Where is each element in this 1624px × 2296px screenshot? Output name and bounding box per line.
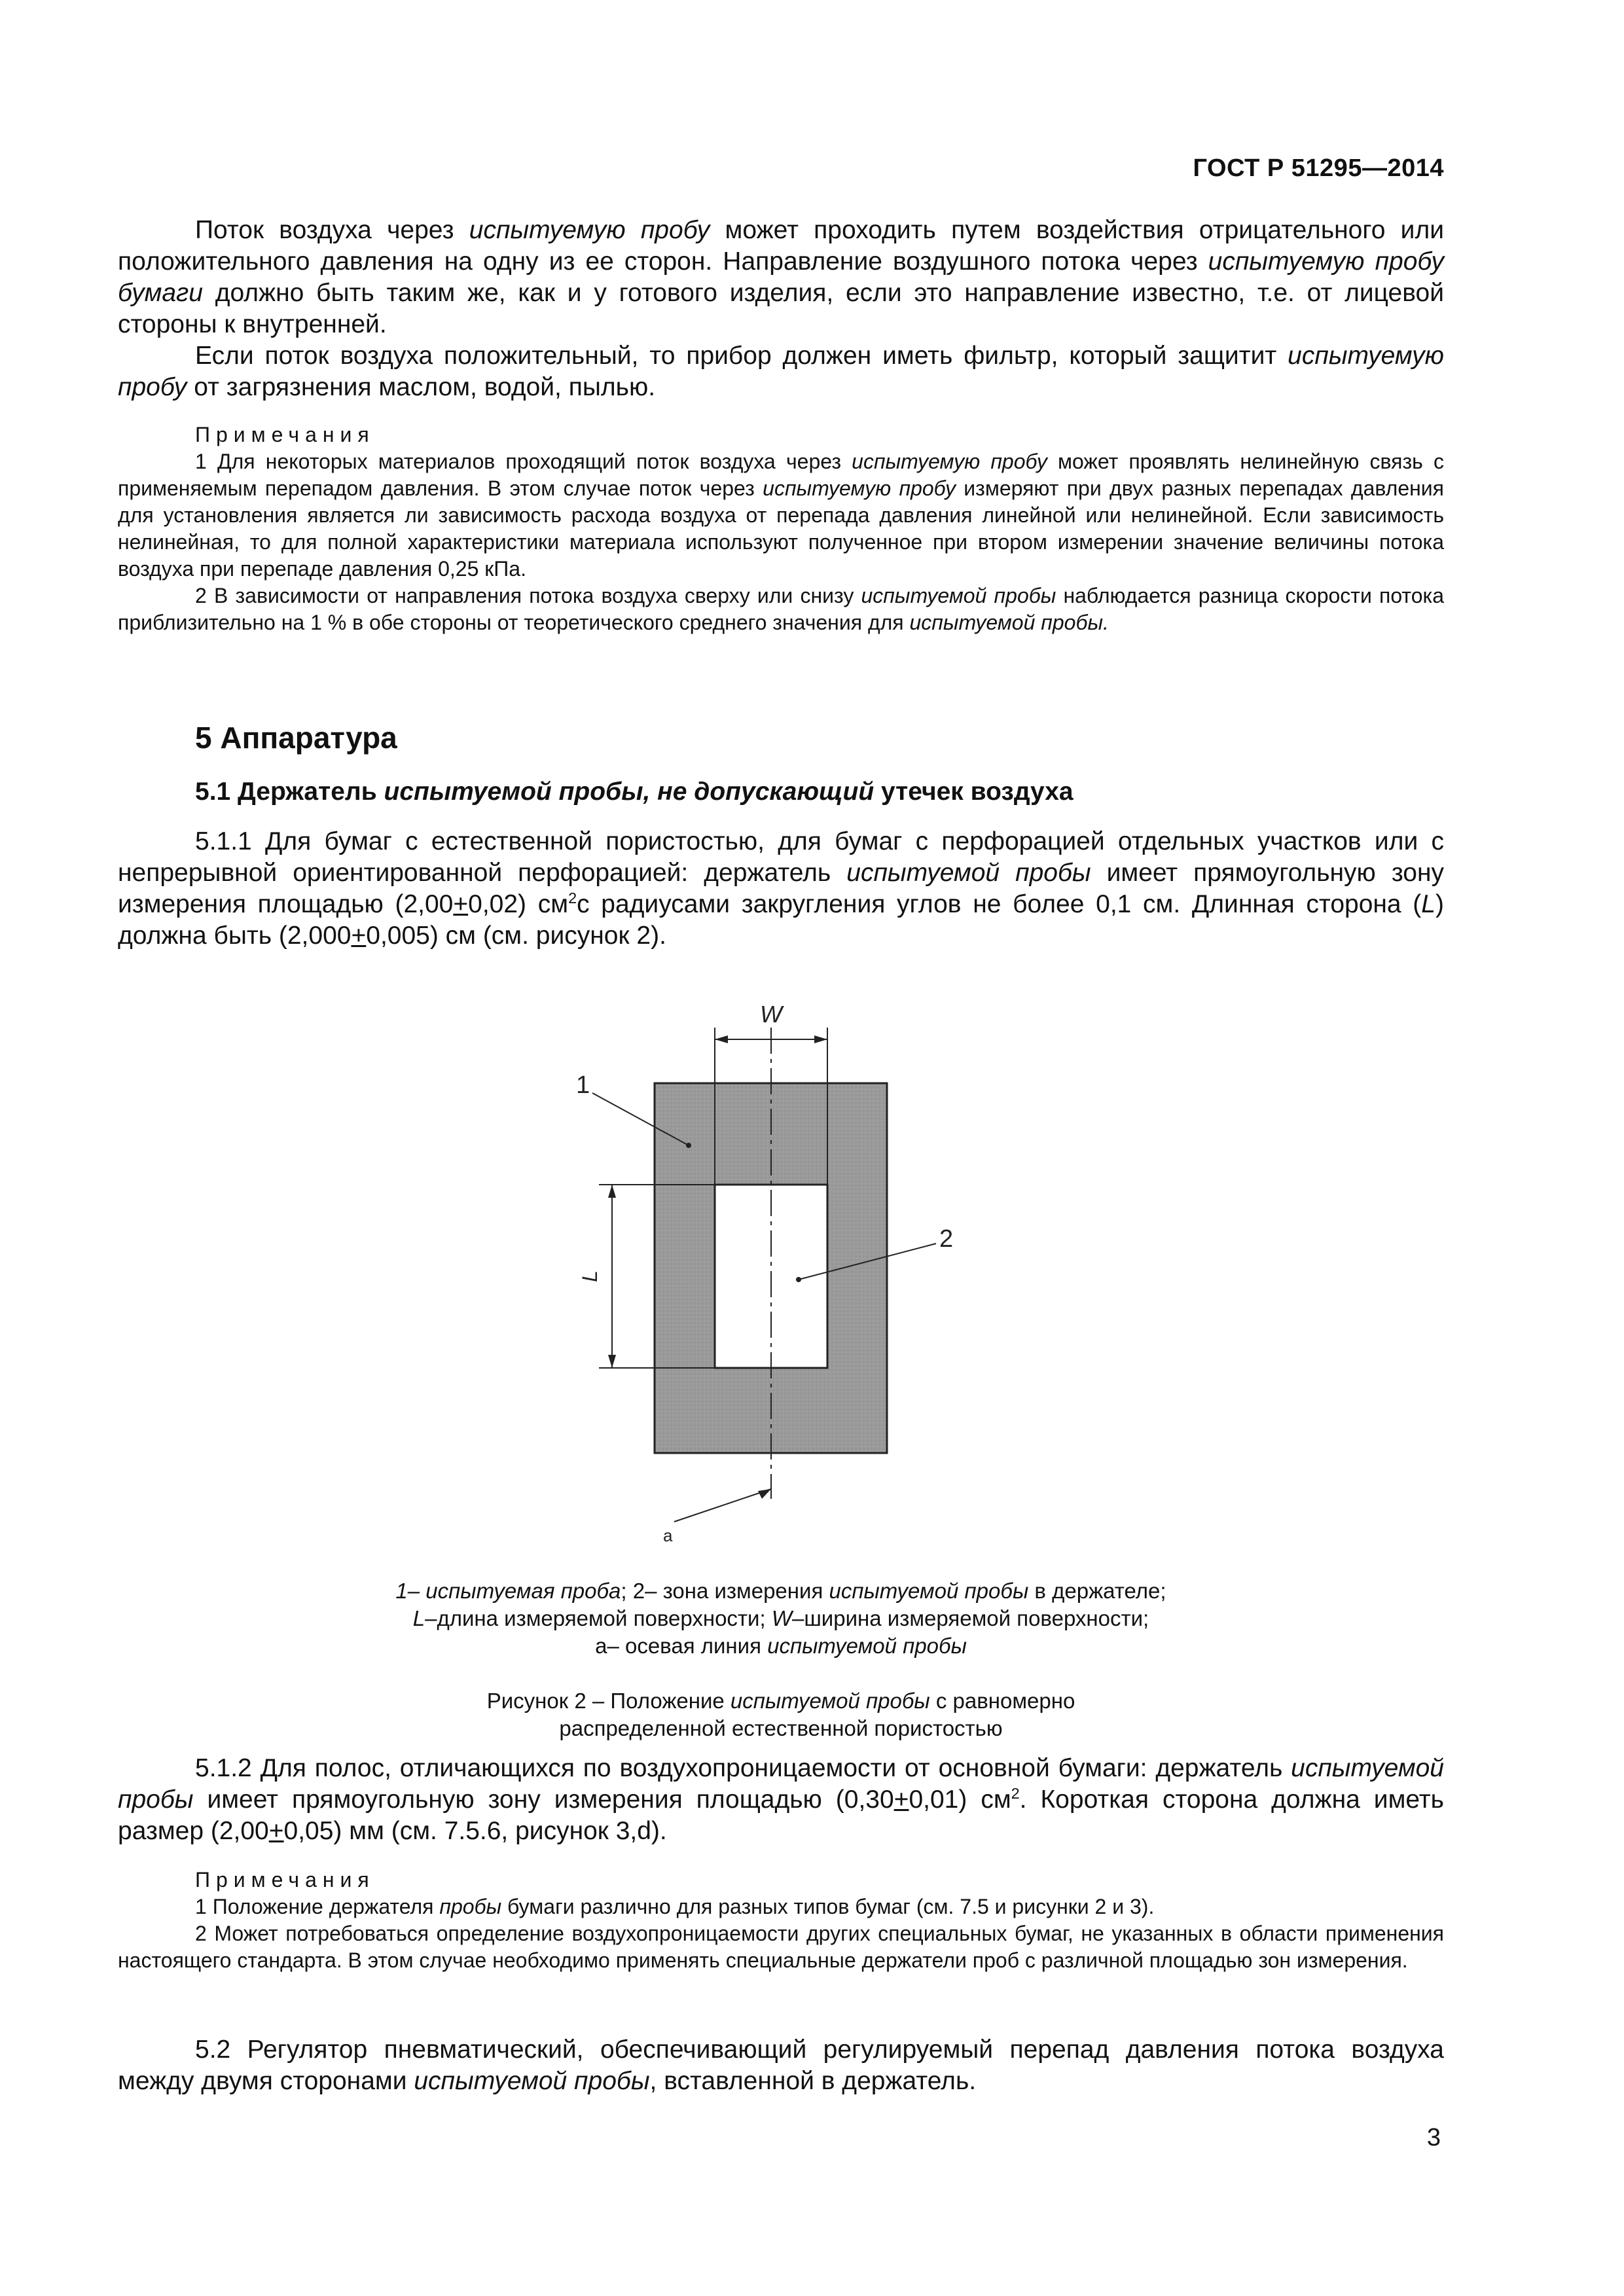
page-number: 3 [1426, 2124, 1441, 2151]
note2-2: 2 Может потребоваться определение воздухопроницаемости других специальных бумаг, не указанных в области применения настоящего стандарта. В этом случае необходимо применять специальные держатели проб с различной площадью зон измерения. [118, 1922, 1444, 1972]
legend-line-1: 1– испытуемая проба; 2– зона измерения испытуемой пробы в держателе; [395, 1579, 1166, 1603]
paragraph-5-1-2: 5.1.2 Для полос, отличающихся по воздухопроницаемости от основной бумаги: держатель испытуемой пробы имеет прямоугольную зону измерения площадью (0,30+0,01) $см^2$. Короткая сторона должна иметь размер (2,00+0,05) мм (см. 7.5.6, рисунок 3,d). [118, 1754, 1444, 1845]
document-code: ГОСТ Р 51295—2014 [1193, 154, 1444, 182]
subsection-title: 5.1 Держатель испытуемой пробы, не допускающий утечек воздуха [195, 778, 1074, 806]
paragraph-5-1-1: 5.1.1 Для бумаг с естественной пористостью, для бумаг с перфорацией отдельных участков или с непрерывной ориентированной перфорацией: держатель испытуемой пробы имеет прямоугольную зону измерения площадью (2,00+0,02) $см^2с$ радиусами закругления углов не более 0,1 см. Длинная сторона (L) должна быть (2,000+0,005) см (см. рисунок 2). [118, 827, 1444, 950]
figure-caption [118, 1687, 1444, 1742]
subsection-5-1 [118, 778, 1444, 806]
figure-legend [118, 1577, 1444, 1660]
label-w: W [760, 1001, 782, 1028]
paragraph-5-2: 5.2 Регулятор пневматический, обеспечивающий регулируемый перепад давления потока воздуха между двумя сторонами испытуемой пробы, вставленной в держатель. [118, 2036, 1444, 2095]
figure-2-diagram [537, 988, 1008, 1577]
intro-block [118, 215, 1444, 403]
paragraph-5-2-block [118, 2034, 1444, 2097]
paragraph-5-1-1-block [118, 826, 1444, 952]
notes-heading: Примечания [195, 423, 375, 446]
label-l: L [578, 1270, 602, 1282]
notes-heading-2: Примечания [195, 1868, 375, 1892]
note2-1: 1 Положение держателя пробы бумаги различно для разных типов бумаг (см. 7.5 и рисунки 2 и 3). [195, 1895, 1155, 1918]
paragraph-filter: Если поток воздуха положительный, то прибор должен иметь фильтр, который защитит испытуемую пробу от загрязнения маслом, водой, пылью. [118, 342, 1444, 401]
caption-line-1: Рисунок 2 – Положение испытуемой пробы с равномерно [486, 1689, 1075, 1713]
legend-line-3: а– осевая линия испытуемой пробы [595, 1634, 967, 1658]
label-2: 2 [939, 1225, 954, 1253]
section-5 [118, 720, 1444, 755]
note-2: 2 В зависимости от направления потока воздуха сверху или снизу испытуемой пробы наблюдается разница скорости потока приблизительно на 1 % в обе стороны от теоретического среднего значения для испытуемой пробы. [118, 584, 1444, 634]
label-1: 1 [576, 1071, 590, 1099]
label-a: a [663, 1526, 673, 1545]
paragraph-5-1-2-block [118, 1753, 1444, 1847]
note-1: 1 Для некоторых материалов проходящий поток воздуха через испытуемую пробу может проявлять нелинейную связь с применяемым перепадом давления. В этом случае поток через испытуемую пробу измеряют при двух разных перепадах давления для установления является ли зависимость расхода воздуха от перепада давления линейной или нелинейной. Если зависимость нелинейная, то для полной характеристики материала используют полученное при втором измерении значение величины потока воздуха при перепаде давления 0,25 кПа. [118, 450, 1445, 581]
section-title: 5 Аппаратура [195, 721, 397, 755]
paragraph-airflow: Поток воздуха через испытуемую пробу может проходить путем воздействия отрицательного или положительного давления на одну из ее сторон. Направление воздушного потока через испытуемую пробу бумаги должно быть таким же, как и у готового изделия, если это направление известно, т.е. от лицевой стороны к внутренней. [118, 216, 1444, 338]
notes-block-1 [118, 422, 1444, 636]
legend-line-2: L–длина измеряемой поверхности; W–ширина измеряемой поверхности; [412, 1606, 1149, 1630]
notes-block-2 [118, 1867, 1444, 1974]
caption-line-2: распределенной естественной пористостью [559, 1716, 1003, 1740]
